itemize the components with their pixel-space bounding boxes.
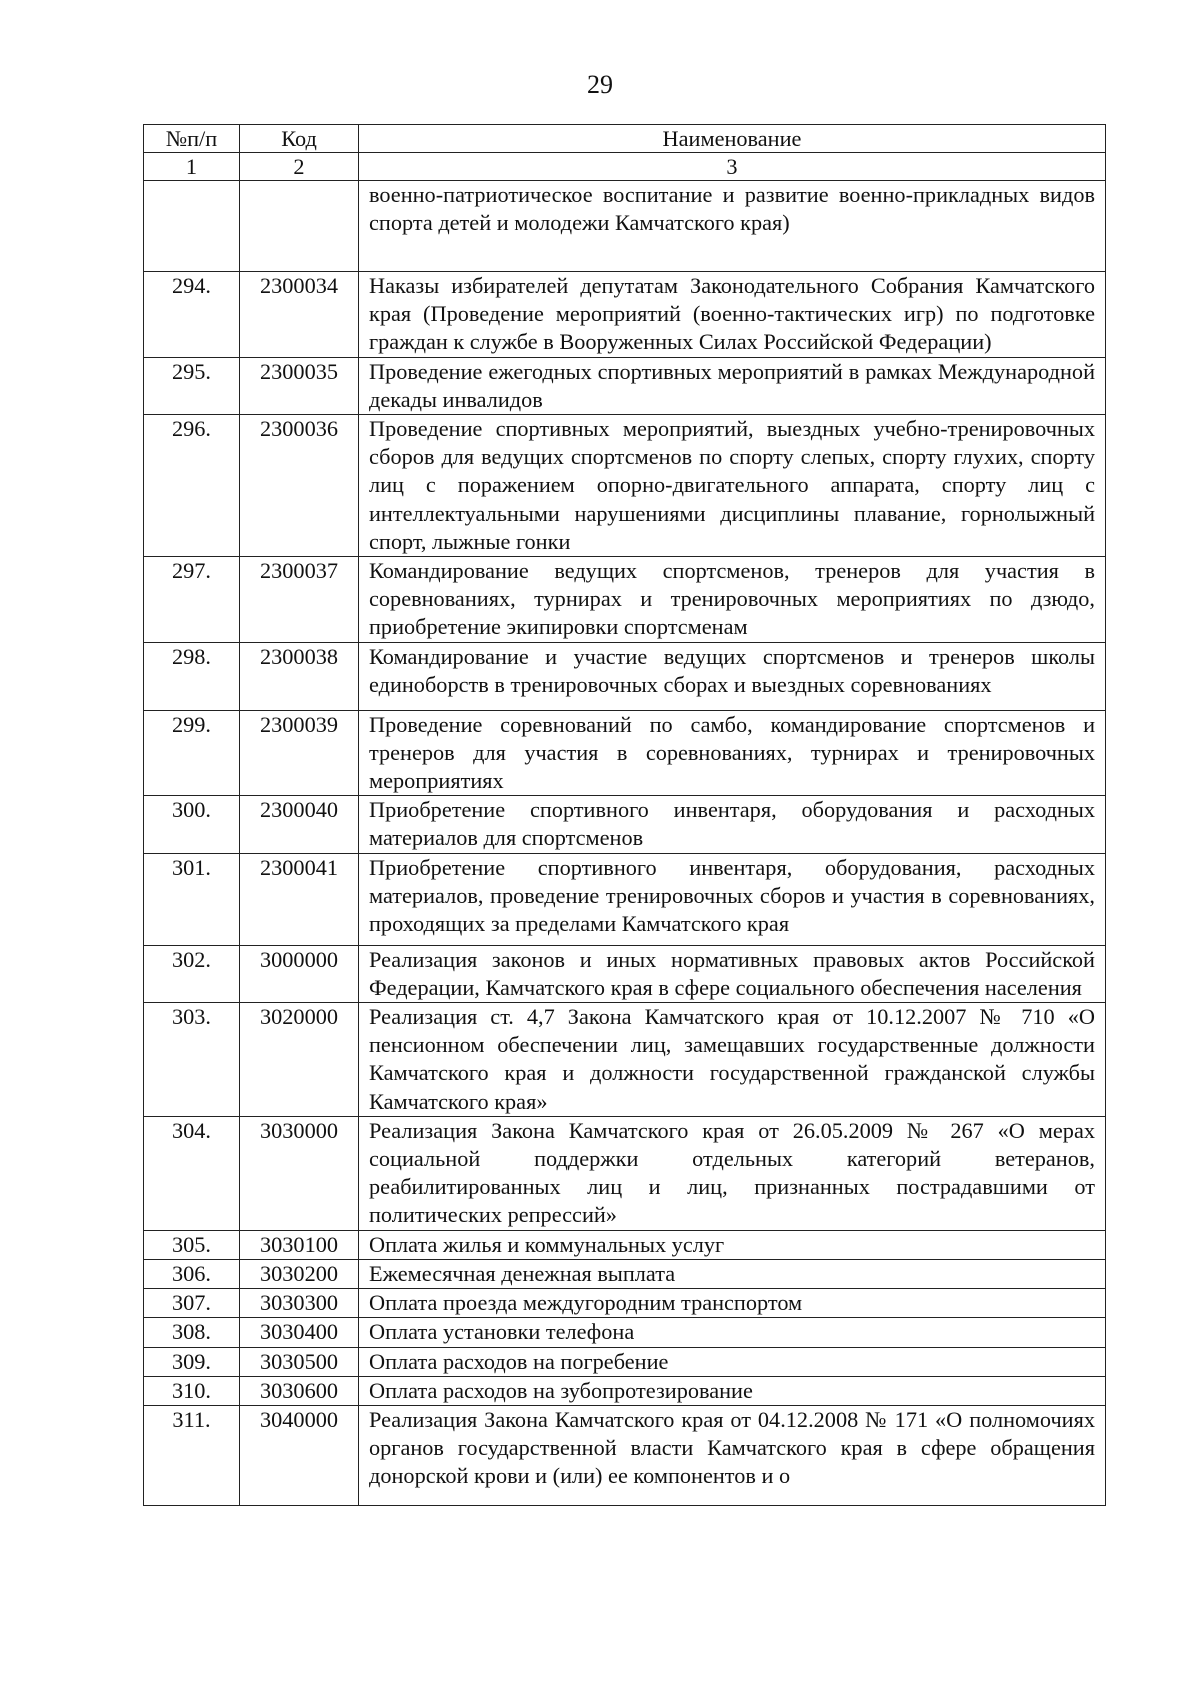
row-name: Ежемесячная денежная выплата bbox=[359, 1259, 1106, 1288]
table-row bbox=[144, 272, 1106, 358]
row-code: 3040000 bbox=[240, 1405, 359, 1505]
row-code: 2300036 bbox=[240, 415, 359, 557]
row-number: 300. bbox=[144, 796, 240, 853]
table-body bbox=[144, 181, 1106, 1506]
row-number: 308. bbox=[144, 1318, 240, 1347]
row-name: Приобретение спортивного инвентаря, оборудования, расходных материалов, проведение тренировочных сборов и участия в соревнованиях, проходящих за пределами Камчатского края bbox=[359, 853, 1106, 945]
row-number: 307. bbox=[144, 1289, 240, 1318]
row-number: 310. bbox=[144, 1376, 240, 1405]
row-name: Реализация законов и иных нормативных правовых актов Российской Федерации, Камчатского края в сфере социального обеспечения населения bbox=[359, 945, 1106, 1002]
column-number-1: 1 bbox=[144, 153, 240, 181]
row-name: Командирование ведущих спортсменов, тренеров для участия в соревнованиях, турнирах и тренировочных мероприятиях по дзюдо, приобретение экипировки спортсменам bbox=[359, 557, 1106, 643]
budget-code-table bbox=[143, 124, 1106, 1506]
table-row bbox=[144, 357, 1106, 414]
header-name: Наименование bbox=[359, 125, 1106, 153]
row-number: 309. bbox=[144, 1347, 240, 1376]
row-code: 2300037 bbox=[240, 557, 359, 643]
row-number: 297. bbox=[144, 557, 240, 643]
row-code: 2300039 bbox=[240, 710, 359, 796]
table-row bbox=[144, 853, 1106, 945]
table-row bbox=[144, 1230, 1106, 1259]
row-number: 299. bbox=[144, 710, 240, 796]
row-name: военно-патриотическое воспитание и развитие военно-прикладных видов спорта детей и молодежи Камчатского края) bbox=[359, 181, 1106, 272]
row-name: Оплата установки телефона bbox=[359, 1318, 1106, 1347]
row-code: 3030000 bbox=[240, 1116, 359, 1230]
row-code: 3020000 bbox=[240, 1003, 359, 1117]
row-code: 3030500 bbox=[240, 1347, 359, 1376]
row-name: Реализация Закона Камчатского края от 04.12.2008 № 171 «О полномочиях органов государственной власти Камчатского края в сфере обращения донорской крови и (или) ее компонентов и о bbox=[359, 1405, 1106, 1505]
row-name: Проведение спортивных мероприятий, выездных учебно-тренировочных сборов для ведущих спортсменов по спорту слепых, спорту глухих, спорту лиц с поражением опорно-двигательного аппарата, спорту лиц с интеллектуальными нарушениями дисциплины плавание, горнолыжный спорт, лыжные гонки bbox=[359, 415, 1106, 557]
column-number-3: 3 bbox=[359, 153, 1106, 181]
table-row bbox=[144, 710, 1106, 796]
row-number: 305. bbox=[144, 1230, 240, 1259]
row-code: 2300038 bbox=[240, 642, 359, 710]
row-code bbox=[240, 181, 359, 272]
table-row bbox=[144, 642, 1106, 710]
row-code: 3030100 bbox=[240, 1230, 359, 1259]
row-number: 296. bbox=[144, 415, 240, 557]
table-row bbox=[144, 1289, 1106, 1318]
row-number: 294. bbox=[144, 272, 240, 358]
row-name: Наказы избирателей депутатам Законодательного Собрания Камчатского края (Проведение мероприятий (военно-тактических игр) по подготовке граждан к службе в Вооруженных Силах Российской Федерации) bbox=[359, 272, 1106, 358]
row-name: Оплата расходов на погребение bbox=[359, 1347, 1106, 1376]
header-number: №п/п bbox=[144, 125, 240, 153]
row-code: 3000000 bbox=[240, 945, 359, 1002]
header-code: Код bbox=[240, 125, 359, 153]
row-code: 3030200 bbox=[240, 1259, 359, 1288]
table-row bbox=[144, 1347, 1106, 1376]
table-row bbox=[144, 1405, 1106, 1505]
column-number-2: 2 bbox=[240, 153, 359, 181]
column-number-row bbox=[144, 153, 1106, 181]
table-row bbox=[144, 557, 1106, 643]
table-row bbox=[144, 1376, 1106, 1405]
row-name: Приобретение спортивного инвентаря, оборудования и расходных материалов для спортсменов bbox=[359, 796, 1106, 853]
row-name: Реализация Закона Камчатского края от 26.05.2009 № 267 «О мерах социальной поддержки отдельных категорий ветеранов, реабилитированных лиц и лиц, признанных пострадавшими от политических репрессий» bbox=[359, 1116, 1106, 1230]
row-number: 311. bbox=[144, 1405, 240, 1505]
row-number: 306. bbox=[144, 1259, 240, 1288]
table-row bbox=[144, 796, 1106, 853]
row-code: 2300034 bbox=[240, 272, 359, 358]
table-row bbox=[144, 415, 1106, 557]
table-row bbox=[144, 1116, 1106, 1230]
row-code: 3030600 bbox=[240, 1376, 359, 1405]
row-number: 301. bbox=[144, 853, 240, 945]
table-row bbox=[144, 1318, 1106, 1347]
table-row bbox=[144, 945, 1106, 1002]
row-code: 3030300 bbox=[240, 1289, 359, 1318]
row-number bbox=[144, 181, 240, 272]
row-code: 2300035 bbox=[240, 357, 359, 414]
row-number: 304. bbox=[144, 1116, 240, 1230]
row-code: 2300041 bbox=[240, 853, 359, 945]
row-code: 2300040 bbox=[240, 796, 359, 853]
row-code: 3030400 bbox=[240, 1318, 359, 1347]
row-name: Проведение соревнований по самбо, командирование спортсменов и тренеров для участия в соревнованиях, турнирах и тренировочных мероприятиях bbox=[359, 710, 1106, 796]
row-number: 303. bbox=[144, 1003, 240, 1117]
table-row bbox=[144, 1003, 1106, 1117]
table-row bbox=[144, 1259, 1106, 1288]
row-number: 295. bbox=[144, 357, 240, 414]
row-name: Оплата проезда междугородним транспортом bbox=[359, 1289, 1106, 1318]
header-row bbox=[144, 125, 1106, 153]
row-name: Командирование и участие ведущих спортсменов и тренеров школы единоборств в тренировочных сборах и выездных соревнованиях bbox=[359, 642, 1106, 710]
table-row bbox=[144, 181, 1106, 272]
row-number: 302. bbox=[144, 945, 240, 1002]
table-header bbox=[144, 125, 1106, 181]
row-number: 298. bbox=[144, 642, 240, 710]
row-name: Проведение ежегодных спортивных мероприятий в рамках Международной декады инвалидов bbox=[359, 357, 1106, 414]
page-number: 29 bbox=[587, 70, 613, 99]
row-name: Оплата жилья и коммунальных услуг bbox=[359, 1230, 1106, 1259]
row-name: Реализация ст. 4,7 Закона Камчатского края от 10.12.2007 № 710 «О пенсионном обеспечении лиц, замещавших государственные должности Камчатского края и должности государственной гражданской службы Камчатского края» bbox=[359, 1003, 1106, 1117]
row-name: Оплата расходов на зубопротезирование bbox=[359, 1376, 1106, 1405]
